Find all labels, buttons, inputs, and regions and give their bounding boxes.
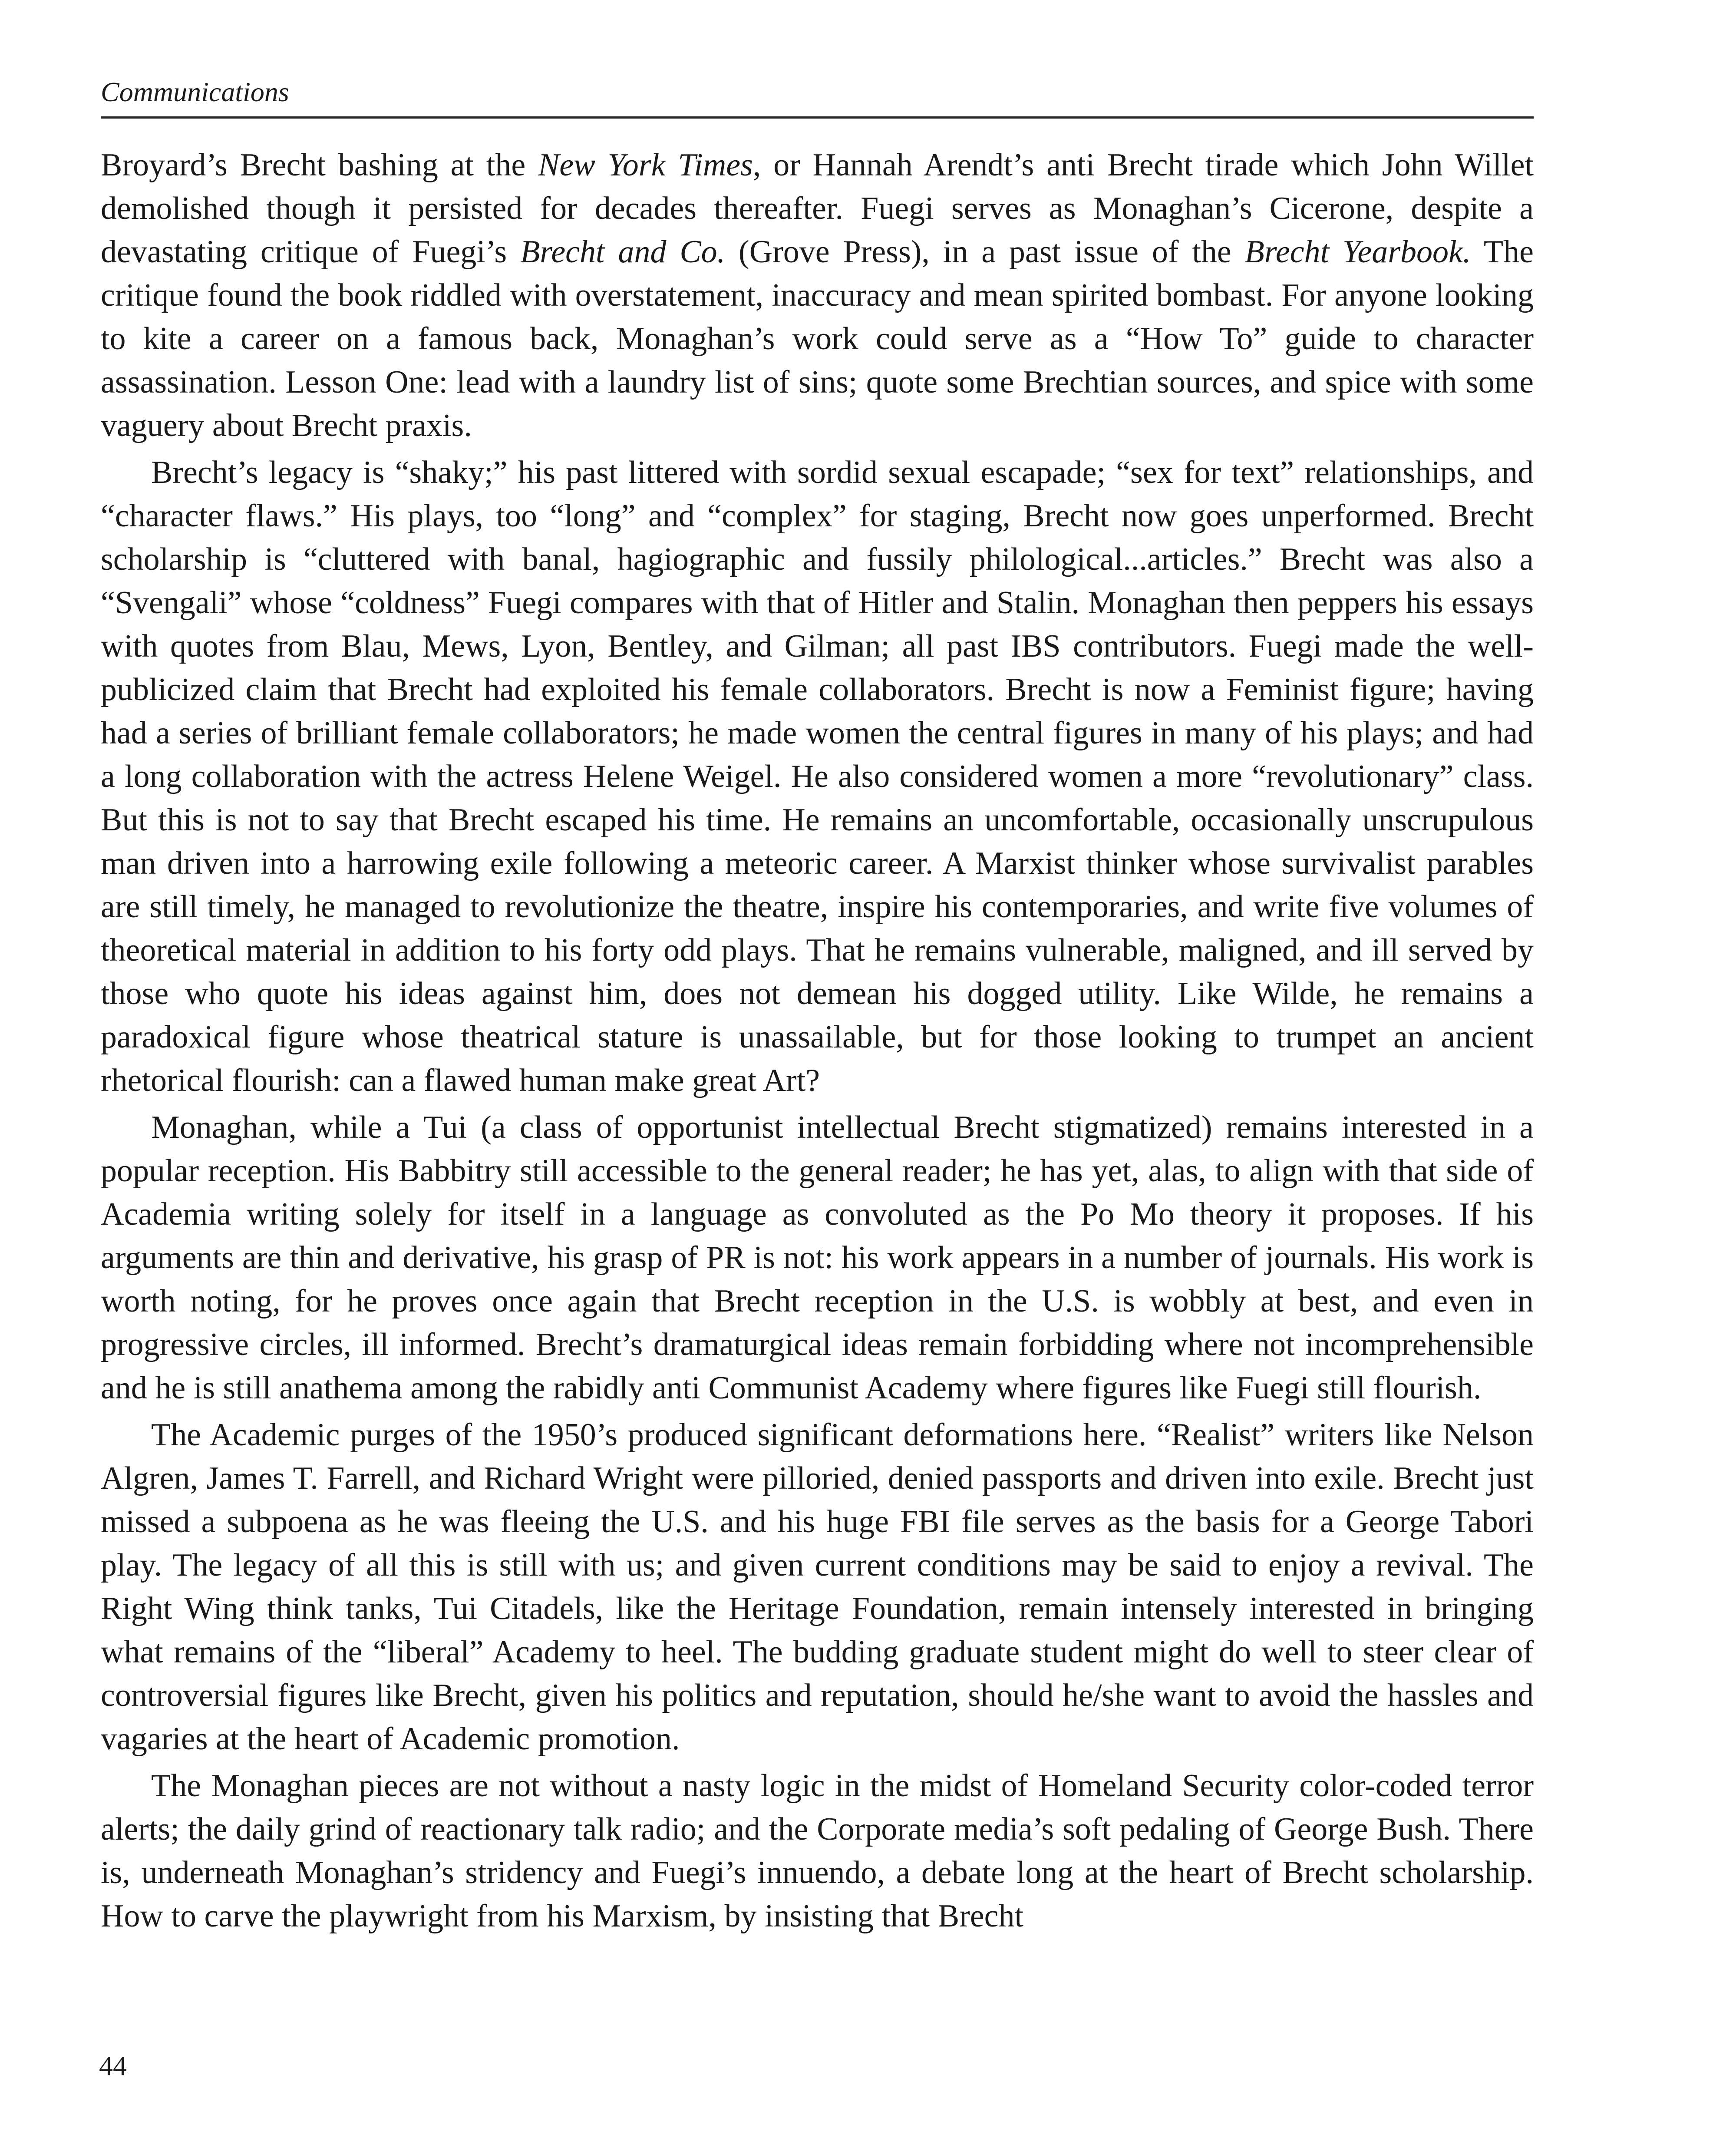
italic-title-text: Brecht Yearbook. [1244,234,1471,270]
article-body [101,143,1534,1938]
paragraph-text: Monaghan, while a Tui (a class of opportunist intellectual Brecht stigmatized) remains interested in a popular reception. His Babbitry still accessible to the general reader; he has yet, alas, to align with that side of Academia writing solely for itself in a language as convoluted as the Po Mo theory it proposes. If his arguments are thin and derivative, his grasp of PR is not: his work appears in a number of journals. His work is worth noting, for he proves once again that Brecht reception in the U.S. is wobbly at best, and even in progressive circles, ill informed. Brecht’s dramaturgical ideas remain forbidding where not incomprehensible and he is still anathema among the rabidly anti Communist Academy where figures like Fuegi still flourish. [101,1110,1534,1406]
paragraph-text: Broyard’s Brecht bashing at the [101,147,538,183]
body-paragraph [101,1764,1534,1938]
body-paragraph [101,143,1534,447]
body-paragraph [101,1106,1534,1410]
paragraph-text: Brecht’s legacy is “shaky;” his past littered with sordid sexual escapade; “sex for text” relationships, and “character flaws.” His plays, too “long” and “complex” for staging, Brecht now goes unperformed. Brecht scholarship is “cluttered with banal, hagiographic and fussily philological...articles.” Brecht was also a “Svengali” whose “coldness” Fuegi compares with that of Hitler and Stalin. Monaghan then peppers his essays with quotes from Blau, Mews, Lyon, Bentley, and Gilman; all past IBS contributors. Fuegi made the well-publicized claim that Brecht had exploited his female collaborators. Brecht is now a Feminist figure; having had a series of brilliant female collaborators; he made women the central figures in many of his plays; and had a long collaboration with the actress Helene Weigel. He also considered women a more “revolutionary” class. But this is not to say that Brecht escaped his time. He remains an uncomfortable, occasionally unscrupulous man driven into a harrowing exile following a meteoric career. A Marxist thinker whose survivalist parables are still timely, he managed to revolutionize the theatre, inspire his contemporaries, and write five volumes of theoretical material in addition to his forty odd plays. That he remains vulnerable, maligned, and ill served by those who quote his ideas against him, does not demean his dogged utility. Like Wilde, he remains a paradoxical figure whose theatrical stature is unassailable, but for those looking to trumpet an ancient rhetorical flourish: can a flawed human make great Art? [101,455,1534,1098]
body-paragraph [101,1413,1534,1761]
italic-title-text: New York Times [538,147,753,183]
italic-title-text: Brecht and Co. [520,234,726,270]
body-paragraph [101,451,1534,1102]
paragraph-text: The critique found the book riddled with overstatement, inaccuracy and mean spirited bombast. For anyone looking to kite a career on a famous back, Monaghan’s work could serve as a “How To” guide to character assassination. Lesson One: lead with a laundry list of sins; quote some Brechtian sources, and spice with some vaguery about Brecht praxis. [101,234,1534,443]
paragraph-text: The Monaghan pieces are not without a nasty logic in the midst of Homeland Security color-coded terror alerts; the daily grind of reactionary talk radio; and the Corporate media’s soft pedaling of George Bush. There is, underneath Monaghan’s stridency and Fuegi’s innuendo, a debate long at the heart of Brecht scholarship. How to carve the playwright from his Marxism, by insisting that Brecht [101,1768,1534,1934]
paragraph-text: The Academic purges of the 1950’s produced significant deformations here. “Realist” writers like Nelson Algren, James T. Farrell, and Richard Wright were pilloried, denied passports and driven into exile. Brecht just missed a subpoena as he was fleeing the U.S. and his huge FBI file serves as the basis for a George Tabori play. The legacy of all this is still with us; and given current conditions may be said to enjoy a revival. The Right Wing think tanks, Tui Citadels, like the Heritage Foundation, remain intensely interested in bringing what remains of the “liberal” Academy to heel. The budding graduate student might do well to steer clear of controversial figures like Brecht, given his politics and reputation, should he/she want to avoid the hassles and vagaries at the heart of Academic promotion. [101,1417,1534,1757]
paragraph-text: (Grove Press), in a past issue of the [725,234,1245,270]
page-number: 44 [99,2050,127,2081]
running-header: Communications [101,76,289,107]
header-rule [101,116,1534,119]
paragraph-text: , or Hannah Arendt’s anti Brecht tirade which John Willet demolished though it persisted for decades thereafter. Fuegi serves as Monaghan’s Cicerone, despite a devastating critique of Fuegi’s [101,147,1534,270]
